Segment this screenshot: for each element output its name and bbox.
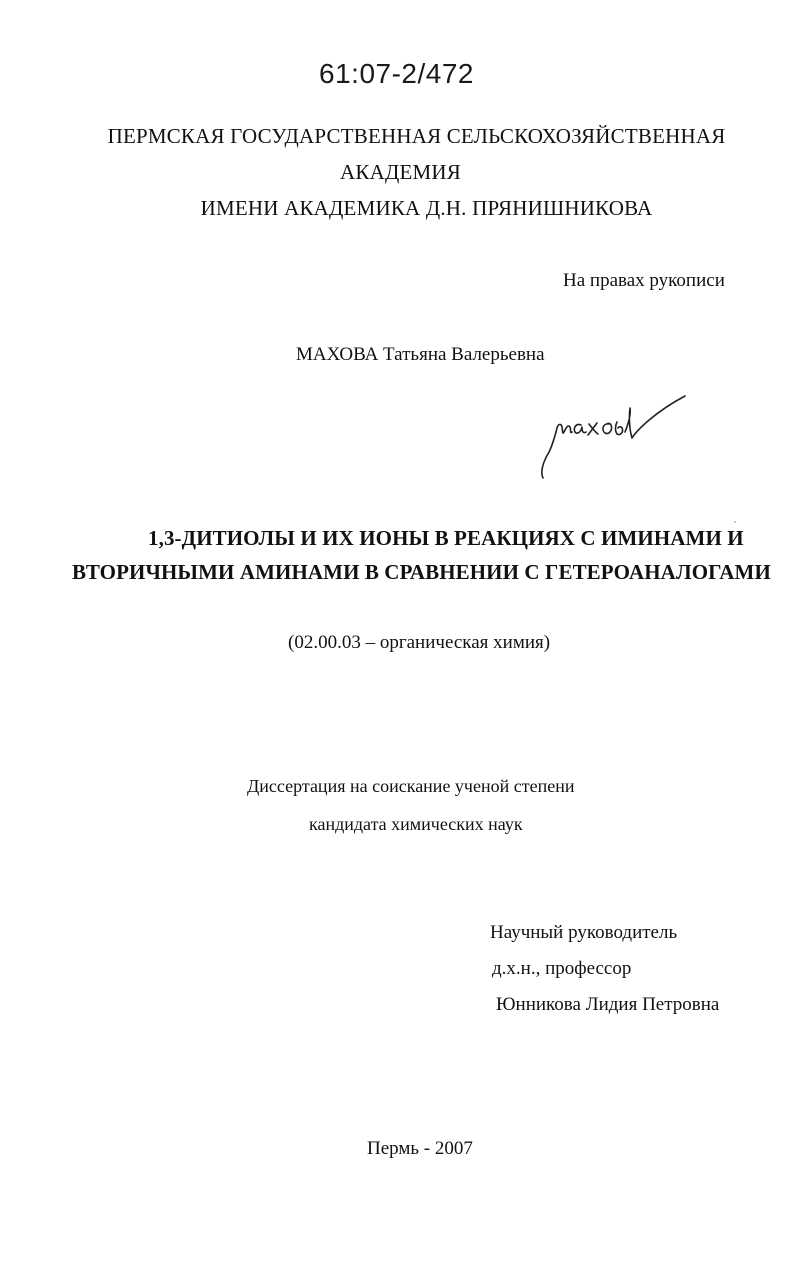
supervisor-name: Юнникова Лидия Петровна xyxy=(496,994,720,1015)
institution-line-2: АКАДЕМИЯ xyxy=(340,160,461,184)
city-year: Пермь - 2007 xyxy=(367,1138,473,1159)
institution-line-1: ПЕРМСКАЯ ГОСУДАРСТВЕННАЯ СЕЛЬСКОХОЗЯЙСТВЕННАЯ xyxy=(107,124,726,148)
handwritten-signature xyxy=(537,392,687,482)
catalog-number: 61:07-2/472 xyxy=(319,58,474,89)
manuscript-note: На правах рукописи xyxy=(563,270,725,291)
dissertation-title-line-1: 1,3-ДИТИОЛЫ И ИХ ИОНЫ В РЕАКЦИЯХ С ИМИНАМИ И xyxy=(148,526,744,550)
degree-line-2: кандидата химических наук xyxy=(309,814,523,834)
degree-line-1: Диссертация на соискание ученой степени xyxy=(247,776,575,796)
supervisor-role: Научный руководитель xyxy=(490,922,678,943)
scan-speck xyxy=(734,521,736,523)
specialty-code: (02.00.03 – органическая химия) xyxy=(288,632,551,653)
supervisor-degree: д.х.н., профессор xyxy=(492,958,632,979)
institution-line-3: ИМЕНИ АКАДЕМИКА Д.Н. ПРЯНИШНИКОВА xyxy=(200,196,653,220)
author-name: МАХОВА Татьяна Валерьевна xyxy=(296,344,545,365)
dissertation-title-line-2: ВТОРИЧНЫМИ АМИНАМИ В СРАВНЕНИИ С ГЕТЕРОАНАЛОГАМИ xyxy=(72,560,771,584)
